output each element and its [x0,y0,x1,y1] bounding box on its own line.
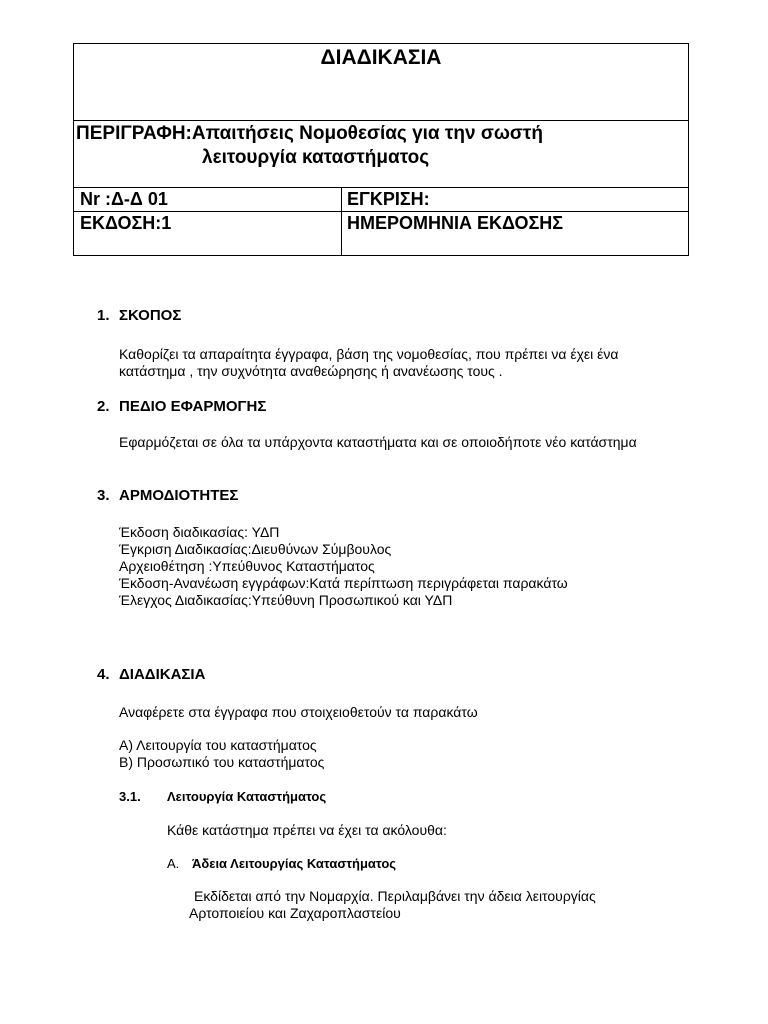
section-number: 4. [97,666,110,683]
scope-text-line-1: Καθορίζει τα απαραίτητα έγγραφα, βάση της νομοθεσίας, που πρέπει να έχει ένα [119,346,619,362]
procedure-item-a: Α) Λειτουργία του καταστήματος [119,737,317,753]
procedure-item-b: Β) Προσωπικό του καταστήματος [119,754,325,770]
sub-item-title: Άδεια Λειτουργίας Καταστήματος [192,856,397,871]
description-line-2: λειτουργία καταστήματος [202,147,430,168]
header-divider [74,211,688,212]
approval-label: ΕΓΚΡΙΣΗ: [347,189,430,209]
section-title: ΔΙΑΔΙΚΑΣΙΑ [119,666,206,683]
responsibility-line: Έγκριση Διαδικασίας:Διευθύνων Σύμβουλος [119,541,392,557]
document-description [76,122,676,170]
sub-item-letter: Α. [167,856,180,871]
section-heading-procedure [97,666,205,683]
section-number: 3. [97,487,110,504]
header-divider [74,120,688,121]
section-heading-application-field [97,398,266,415]
sub-item-a-heading [167,855,396,872]
document-title: ΔΙΑΔΙΚΑΣΙΑ [320,46,442,69]
section-title: ΠΕΔΙΟ ΕΦΑΡΜΟΓΗΣ [119,398,267,415]
operating-license-text-line-1: Εκδίδεται από την Νομαρχία. Περιλαμβάνει την άδεια λειτουργίας [194,888,596,904]
responsibility-line: Έκδοση-Ανανέωση εγγράφων:Κατά περίπτωση περιγράφεται παρακάτω [119,575,568,591]
section-number: 2. [97,398,110,415]
section-title: ΑΡΜΟΔΙΟΤΗΤΕΣ [119,487,239,504]
issue-date-label: ΗΜΕΡΟΜΗΝΙΑ ΕΚΔΟΣΗΣ [347,213,564,233]
section-heading-responsibilities [97,487,238,504]
subsection-heading-store-operation [119,789,326,804]
description-line-1: ΠΕΡΙΓΡΑΦΗ:Απαιτήσεις Νομοθεσίας για την σωστή [76,123,543,144]
document-number: Nr :Δ-Δ 01 [80,189,168,209]
section-title: ΣΚΟΠΟΣ [119,307,182,324]
procedure-intro: Αναφέρετε στα έγγραφα που στοιχειοθετούν τα παρακάτω [119,704,478,720]
header-column-divider [341,187,342,255]
document-header-table [73,43,689,256]
responsibility-line: Αρχειοθέτηση :Υπεύθυνος Καταστήματος [119,558,375,574]
subsection-number: 3.1. [119,789,141,804]
scope-text-line-2: κατάστημα , την συχνότητα αναθεώρησης ή ανανέωσης τους . [119,363,503,379]
operating-license-text-line-2: Αρτοποιείου και Ζαχαροπλαστείου [189,905,401,921]
store-operation-intro: Κάθε κατάστημα πρέπει να έχει τα ακόλουθα: [167,822,447,838]
header-divider [74,187,688,188]
subsection-title: Λειτουργία Καταστήματος [167,789,327,804]
responsibility-line: Έλεγχος Διαδικασίας:Υπεύθυνη Προσωπικού και ΥΔΠ [119,592,453,608]
section-number: 1. [97,307,110,324]
application-field-text: Εφαρμόζεται σε όλα τα υπάρχοντα καταστήματα και σε οποιοδήποτε νέο κατάστημα [119,434,637,450]
section-heading-scope [97,307,181,324]
edition-label: ΕΚΔΟΣΗ:1 [80,213,172,233]
responsibility-line: Έκδοση διαδικασίας: ΥΔΠ [119,524,280,540]
